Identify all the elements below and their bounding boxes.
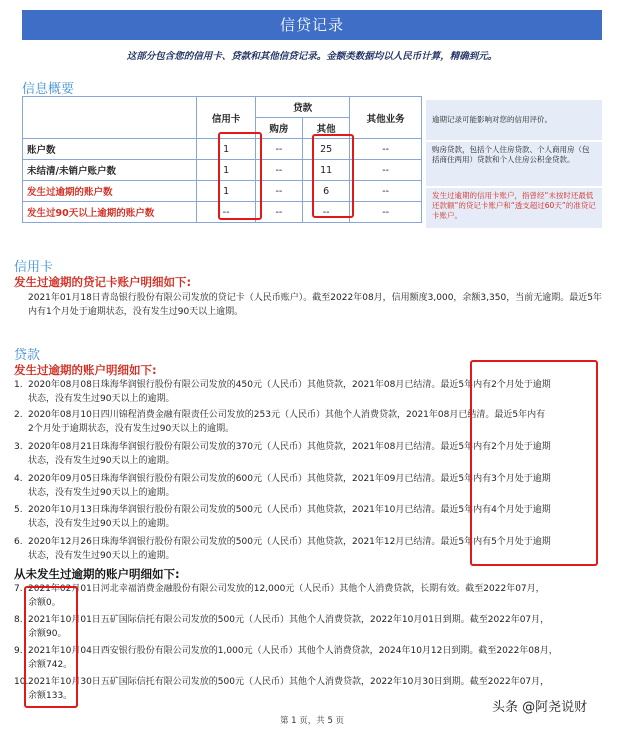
note-overdue-impact: 逾期记录可能影响对您的信用评价。 — [426, 100, 602, 140]
loan-title: 贷款 — [14, 348, 41, 363]
credit-card-title: 信用卡 — [14, 260, 54, 275]
highlight-box — [470, 360, 598, 566]
cell-value: -- — [255, 181, 302, 202]
page-title-banner — [22, 10, 602, 40]
cell-value: 1 — [197, 181, 255, 202]
col-other-business: 其他业务 — [350, 97, 422, 139]
col-loan: 贷款 — [255, 97, 350, 118]
cell-value: -- — [303, 202, 350, 223]
page-footer: 第 1 页，共 5 页 — [279, 716, 345, 726]
cell-value: -- — [255, 160, 302, 181]
list-item: 8. 2021年10月01日五矿国际信托有限公司发放的500元（人民币）其他个人消费贷款，2022年10月01日到期。截至2022年07月， 余额90。 — [14, 615, 550, 639]
cell-value: -- — [350, 181, 422, 202]
cell-value: -- — [255, 202, 302, 223]
list-item: 7. 2021年02月01日河北幸福消费金融股份有限公司发放的12,000元（人民币）其他个人消费贷款，长期有效。截至2022年07月， 余额0。 — [14, 584, 545, 608]
cell-value: 25 — [303, 139, 350, 160]
loan-overdue-subtitle: 发生过逾期的账户明细如下: — [14, 363, 157, 377]
cell-value: 6 — [303, 181, 350, 202]
highlight-box — [218, 132, 262, 220]
row-label: 发生过90天以上逾期的账户数 — [23, 202, 197, 223]
list-item: 6. 2020年12月26日珠海华润银行股份有限公司发放的500元（人民币）其他贷款，2021年12月已结清。最近5年内有5个月处于逾期 状态，没有发生过90天以上的逾期。 — [14, 537, 551, 561]
credit-card-item: 2021年01月18日青岛银行股份有限公司发放的贷记卡（人民币账户）。截至2022年08月，信用额度3,000，余额3,350，当前无逾期。最近5年内有1个月处于逾期状态，没有发生过90天以上逾期。 — [28, 293, 602, 317]
row-label: 发生过逾期的账户数 — [23, 181, 197, 202]
cell-value: -- — [350, 139, 422, 160]
cell-value: 1 — [197, 139, 255, 160]
highlight-box — [312, 134, 354, 218]
loan-never-overdue-subtitle: 从未发生过逾期的账户明细如下: — [14, 567, 180, 581]
page-title: 信贷记录 — [279, 16, 344, 34]
highlight-box — [24, 586, 78, 708]
row-label: 账户数 — [23, 139, 197, 160]
list-item: 2. 2020年08月10日四川锦程消费金融有限责任公司发放的253元（人民币）其他个人消费贷款，2021年08月已结清。最近5年内有 2个月处于逾期状态，没有发生过90天以上的逾期。 — [14, 410, 546, 434]
cell-value: -- — [255, 139, 302, 160]
row-label: 未结清/未销户账户数 — [23, 160, 197, 181]
list-item: 3. 2020年08月21日珠海华润银行股份有限公司发放的370元（人民币）其他贷款，2021年08月已结清。最近5年内有2个月处于逾期 状态，没有发生过90天以上的逾期。 — [14, 442, 551, 466]
col-other: 其他 — [303, 118, 350, 139]
col-credit-card: 信用卡 — [197, 97, 255, 139]
note-overdue-card: 发生过逾期的信用卡账户，指曾经“未按时还最低还款额”的贷记卡账户和“透支超过60天”的准贷记卡账户。 — [426, 188, 602, 228]
cell-value: -- — [350, 160, 422, 181]
list-item: 5. 2020年10月13日珠海华润银行股份有限公司发放的500元（人民币）其他贷款，2021年10月已结清。最近5年内有4个月处于逾期 状态，没有发生过90天以上的逾期。 — [14, 505, 551, 529]
list-item: 4. 2020年09月05日珠海华润银行股份有限公司发放的600元（人民币）其他贷款，2021年09月已结清。最近5年内有3个月处于逾期 状态，没有发生过90天以上的逾期。 — [14, 474, 551, 498]
col-mortgage: 购房 — [255, 118, 302, 139]
note-mortgage: 购房贷款，包括个人住房贷款、个人商用房（包括商住两用）贷款和个人住房公积金贷款。 — [426, 142, 602, 186]
author-credit: 头条 @阿尧说财 — [492, 700, 588, 715]
cell-value: 1 — [197, 160, 255, 181]
overview-title: 信息概要 — [22, 82, 75, 97]
list-item: 10.2021年10月30日五矿国际信托有限公司发放的500元（人民币）其他个人消费贷款，2022年10月30日到期。截至2022年07月， 余额133。 — [14, 677, 550, 701]
list-item: 9. 2021年10月04日西安银行股份有限公司发放的1,000元（人民币）其他个人消费贷款，2024年10月12日到期。截至2022年08月， 余额742。 — [14, 646, 558, 670]
credit-card-subtitle: 发生过逾期的贷记卡账户明细如下: — [14, 275, 192, 289]
page-subtitle: 这部分包含您的信用卡、贷款和其他信贷记录。金额类数据均以人民币计算，精确到元。 — [126, 51, 498, 62]
cell-value: -- — [197, 202, 255, 223]
list-item: 1. 2020年08月08日珠海华润银行股份有限公司发放的450元（人民币）其他贷款，2021年08月已结清。最近5年内有2个月处于逾期 状态，没有发生过90天以上的逾期。 — [14, 380, 551, 404]
cell-value: -- — [350, 202, 422, 223]
cell-value: 11 — [303, 160, 350, 181]
corner-cell — [23, 97, 197, 139]
